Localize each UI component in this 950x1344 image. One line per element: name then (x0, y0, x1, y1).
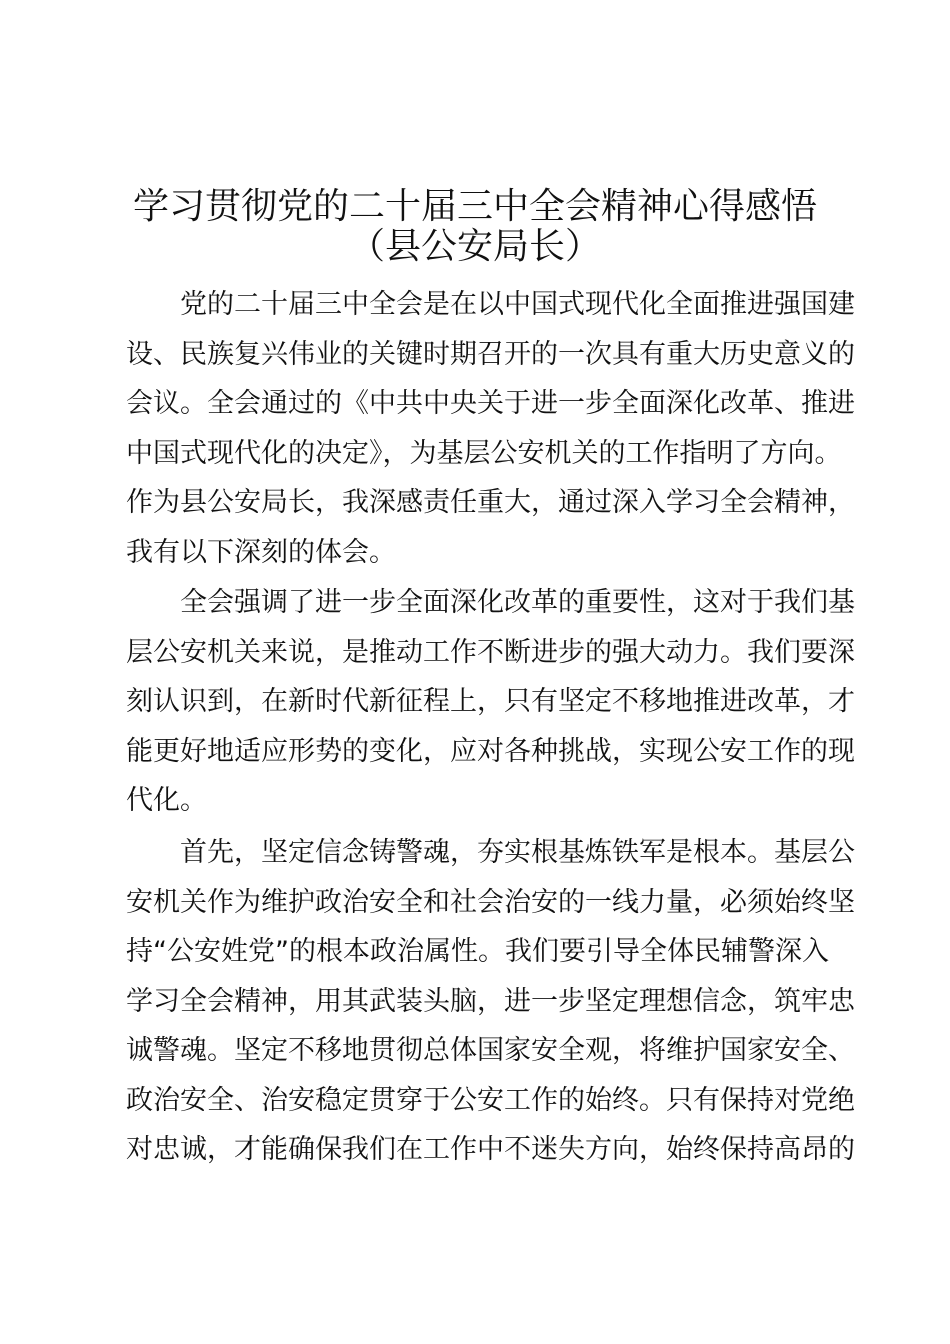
paragraph-line: 刻认识到，在新时代新征程上，只有坚定不移地推进改革，才 (126, 686, 855, 717)
paragraph-1 (126, 280, 855, 577)
paragraph-line: 代化。 (126, 785, 207, 816)
paragraph-line: 全会强调了进一步全面深化改革的重要性，这对于我们基 (180, 587, 855, 618)
paragraph-line: 设、民族复兴伟业的关键时期召开的一次具有重大历史意义的 (126, 338, 855, 370)
paragraph-3 (126, 828, 855, 1175)
paragraph-line: 党的二十届三中全会是在以中国式现代化全面推进强国建 (180, 289, 855, 320)
paragraph-line: 政治安全、治安稳定贯穿于公安工作的始终。只有保持对党绝 (126, 1084, 855, 1116)
paragraph-line: 中国式现代化的决定》，为基层公安机关的工作指明了方向。 (126, 437, 842, 469)
paragraph-line: 对忠诚，才能确保我们在工作中不迷失方向，始终保持高昂的 (126, 1134, 855, 1165)
paragraph-2 (126, 578, 855, 826)
paragraph-line: 能更好地适应形势的变化，应对各种挑战，实现公安工作的现 (126, 735, 855, 767)
document-title: 学习贯彻党的二十届三中全会精神心得感悟 (132, 186, 817, 227)
document-subtitle: （县公安局长） (348, 226, 601, 267)
paragraph-line: 持“公安姓党”的根本政治属性。我们要引导全体民辅警深入 (126, 936, 829, 967)
paragraph-line: 诚警魂。坚定不移地贯彻总体国家安全观，将维护国家安全、 (126, 1035, 855, 1066)
paragraph-line: 层公安机关来说，是推动工作不断进步的强大动力。我们要深 (126, 636, 855, 668)
paragraph-line: 作为县公安局长，我深感责任重大，通过深入学习全会精神， (126, 487, 855, 518)
paragraph-line: 首先，坚定信念铸警魂，夯实根基炼铁军是根本。基层公 (180, 837, 855, 868)
paragraph-line: 会议。全会通过的《中共中央关于进一步全面深化改革、推进 (126, 388, 855, 419)
paragraph-line: 我有以下深刻的体会。 (126, 536, 396, 568)
paragraph-line: 安机关作为维护政治安全和社会治安的一线力量，必须始终坚 (126, 886, 855, 918)
paragraph-line: 学习全会精神，用其武装头脑，进一步坚定理想信念，筑牢忠 (126, 985, 855, 1017)
